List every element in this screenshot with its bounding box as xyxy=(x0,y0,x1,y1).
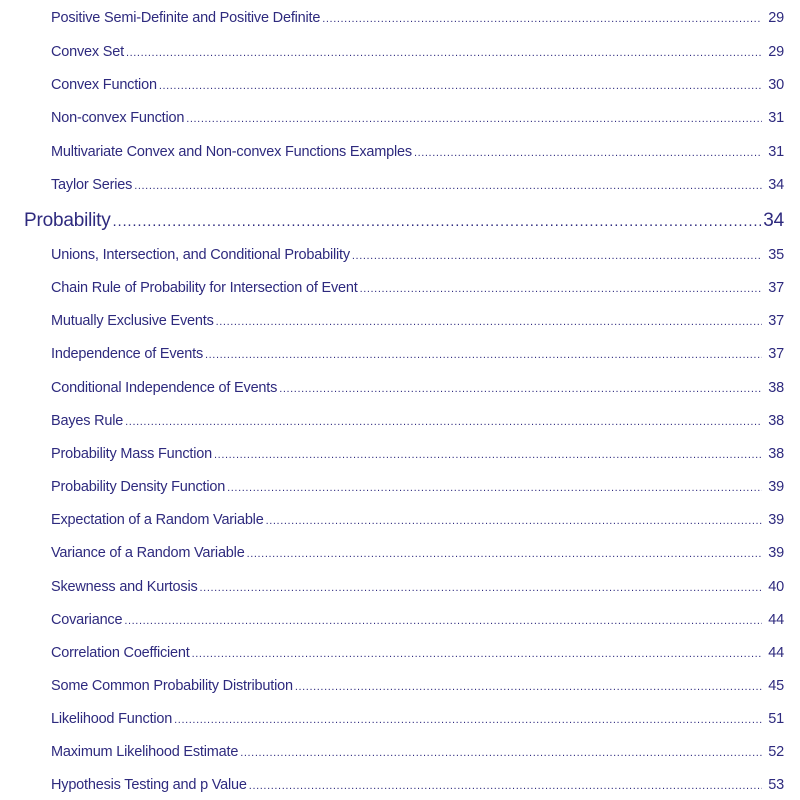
toc-entry-title: Some Common Probability Distribution xyxy=(51,678,293,694)
toc-entry-page: 40 xyxy=(768,579,784,595)
toc-entry-title: Correlation Coefficient xyxy=(51,645,190,661)
toc-entry-title: Variance of a Random Variable xyxy=(51,545,245,561)
toc-entry[interactable] xyxy=(51,645,784,661)
toc-dot-leader xyxy=(200,579,762,595)
toc-entry[interactable] xyxy=(51,144,784,160)
toc-entry-page: 34 xyxy=(768,177,784,193)
toc-entry-title: Maximum Likelihood Estimate xyxy=(51,744,239,760)
toc-entry-page: 45 xyxy=(768,678,784,694)
toc-entry-page: 38 xyxy=(768,380,784,396)
toc-entry-page: 37 xyxy=(768,313,784,329)
toc-chapter-title: Probability xyxy=(24,210,111,231)
toc-entry-page: 39 xyxy=(768,479,784,495)
toc-dot-leader xyxy=(159,77,762,93)
toc-entry[interactable] xyxy=(51,512,784,528)
toc-dot-leader xyxy=(227,479,762,495)
toc-entry-page: 35 xyxy=(768,247,784,263)
toc-entry-title: Bayes Rule xyxy=(51,413,124,429)
toc-dot-leader xyxy=(247,545,762,561)
toc-entry[interactable] xyxy=(51,711,784,727)
toc-entry-page: 38 xyxy=(768,413,784,429)
toc-entry[interactable] xyxy=(51,380,784,396)
toc-dot-leader xyxy=(126,44,762,60)
toc-dot-leader xyxy=(192,645,762,661)
toc-entry-title: Unions, Intersection, and Conditional Probability xyxy=(51,247,350,263)
toc-entry[interactable] xyxy=(51,247,784,263)
toc-dot-leader xyxy=(352,247,762,263)
toc-entry-page: 38 xyxy=(768,446,784,462)
toc-entry[interactable] xyxy=(51,10,784,26)
toc-entry-page: 52 xyxy=(768,744,784,760)
toc-dot-leader xyxy=(240,744,762,760)
toc-entry-page: 37 xyxy=(768,346,784,362)
toc-entry[interactable] xyxy=(51,413,784,429)
toc-entry[interactable] xyxy=(51,612,784,628)
toc-entry-title: Chain Rule of Probability for Intersection of Event xyxy=(51,280,358,296)
toc-dot-leader xyxy=(216,313,762,329)
toc-dot-leader xyxy=(279,380,762,396)
toc-entry[interactable] xyxy=(51,446,784,462)
toc-entry[interactable] xyxy=(51,313,784,329)
toc-dot-leader xyxy=(134,177,762,193)
toc-entry-page: 29 xyxy=(768,44,784,60)
toc-entry-title: Probability Mass Function xyxy=(51,446,213,462)
toc-entry-page: 39 xyxy=(768,512,784,528)
toc-dot-leader xyxy=(113,210,762,232)
toc-entry-title: Convex Set xyxy=(51,44,124,60)
toc-entry-title: Probability Density Function xyxy=(51,479,226,495)
toc-entry-page: 31 xyxy=(768,144,784,160)
toc-entry[interactable] xyxy=(51,545,784,561)
toc-entry[interactable] xyxy=(51,44,784,60)
toc-dot-leader xyxy=(174,711,762,727)
toc-entry-title: Mutually Exclusive Events xyxy=(51,313,214,329)
toc-entry-title: Hypothesis Testing and p Value xyxy=(51,777,247,793)
toc-entry[interactable] xyxy=(51,77,784,93)
toc-entry[interactable] xyxy=(51,579,784,595)
toc-entry-page: 30 xyxy=(768,77,784,93)
toc-entry-title: Positive Semi-Definite and Positive Definite xyxy=(51,10,321,26)
toc-dot-leader xyxy=(249,777,762,793)
toc-dot-leader xyxy=(125,413,762,429)
toc-entry[interactable] xyxy=(51,177,784,193)
toc-dot-leader xyxy=(414,144,762,160)
toc-chapter-entry[interactable] xyxy=(24,210,784,232)
toc-entry-page: 29 xyxy=(768,10,784,26)
toc-entry-title: Expectation of a Random Variable xyxy=(51,512,264,528)
toc-entry-page: 37 xyxy=(768,280,784,296)
toc-entry-title: Multivariate Convex and Non-convex Functions Examples xyxy=(51,144,412,160)
toc-entry-page: 51 xyxy=(768,711,784,727)
toc-entry-title: Taylor Series xyxy=(51,177,133,193)
toc-dot-leader xyxy=(266,512,762,528)
toc-entry-title: Conditional Independence of Events xyxy=(51,380,278,396)
toc-entry-page: 53 xyxy=(768,777,784,793)
toc-dot-leader xyxy=(214,446,762,462)
toc-entry[interactable] xyxy=(51,744,784,760)
toc-dot-leader xyxy=(360,280,762,296)
toc-entry-title: Skewness and Kurtosis xyxy=(51,579,198,595)
toc-entry-title: Independence of Events xyxy=(51,346,203,362)
toc-entry[interactable] xyxy=(51,479,784,495)
toc-dot-leader xyxy=(322,10,762,26)
toc-dot-leader xyxy=(205,346,762,362)
toc-entry-page: 39 xyxy=(768,545,784,561)
toc-entry[interactable] xyxy=(51,346,784,362)
toc-entry-title: Non-convex Function xyxy=(51,110,185,126)
toc-entry-title: Covariance xyxy=(51,612,123,628)
toc-entry[interactable] xyxy=(51,777,784,793)
toc-entry-title: Convex Function xyxy=(51,77,157,93)
toc-dot-leader xyxy=(186,110,762,126)
toc-dot-leader xyxy=(295,678,762,694)
toc-entry[interactable] xyxy=(51,280,784,296)
toc-entry-page: 44 xyxy=(768,612,784,628)
toc-entry-page: 44 xyxy=(768,645,784,661)
toc-entry[interactable] xyxy=(51,110,784,126)
toc-entry-title: Likelihood Function xyxy=(51,711,173,727)
toc-entry-page: 31 xyxy=(768,110,784,126)
toc-dot-leader xyxy=(124,612,762,628)
toc-entry[interactable] xyxy=(51,678,784,694)
toc-chapter-page: 34 xyxy=(763,210,784,231)
